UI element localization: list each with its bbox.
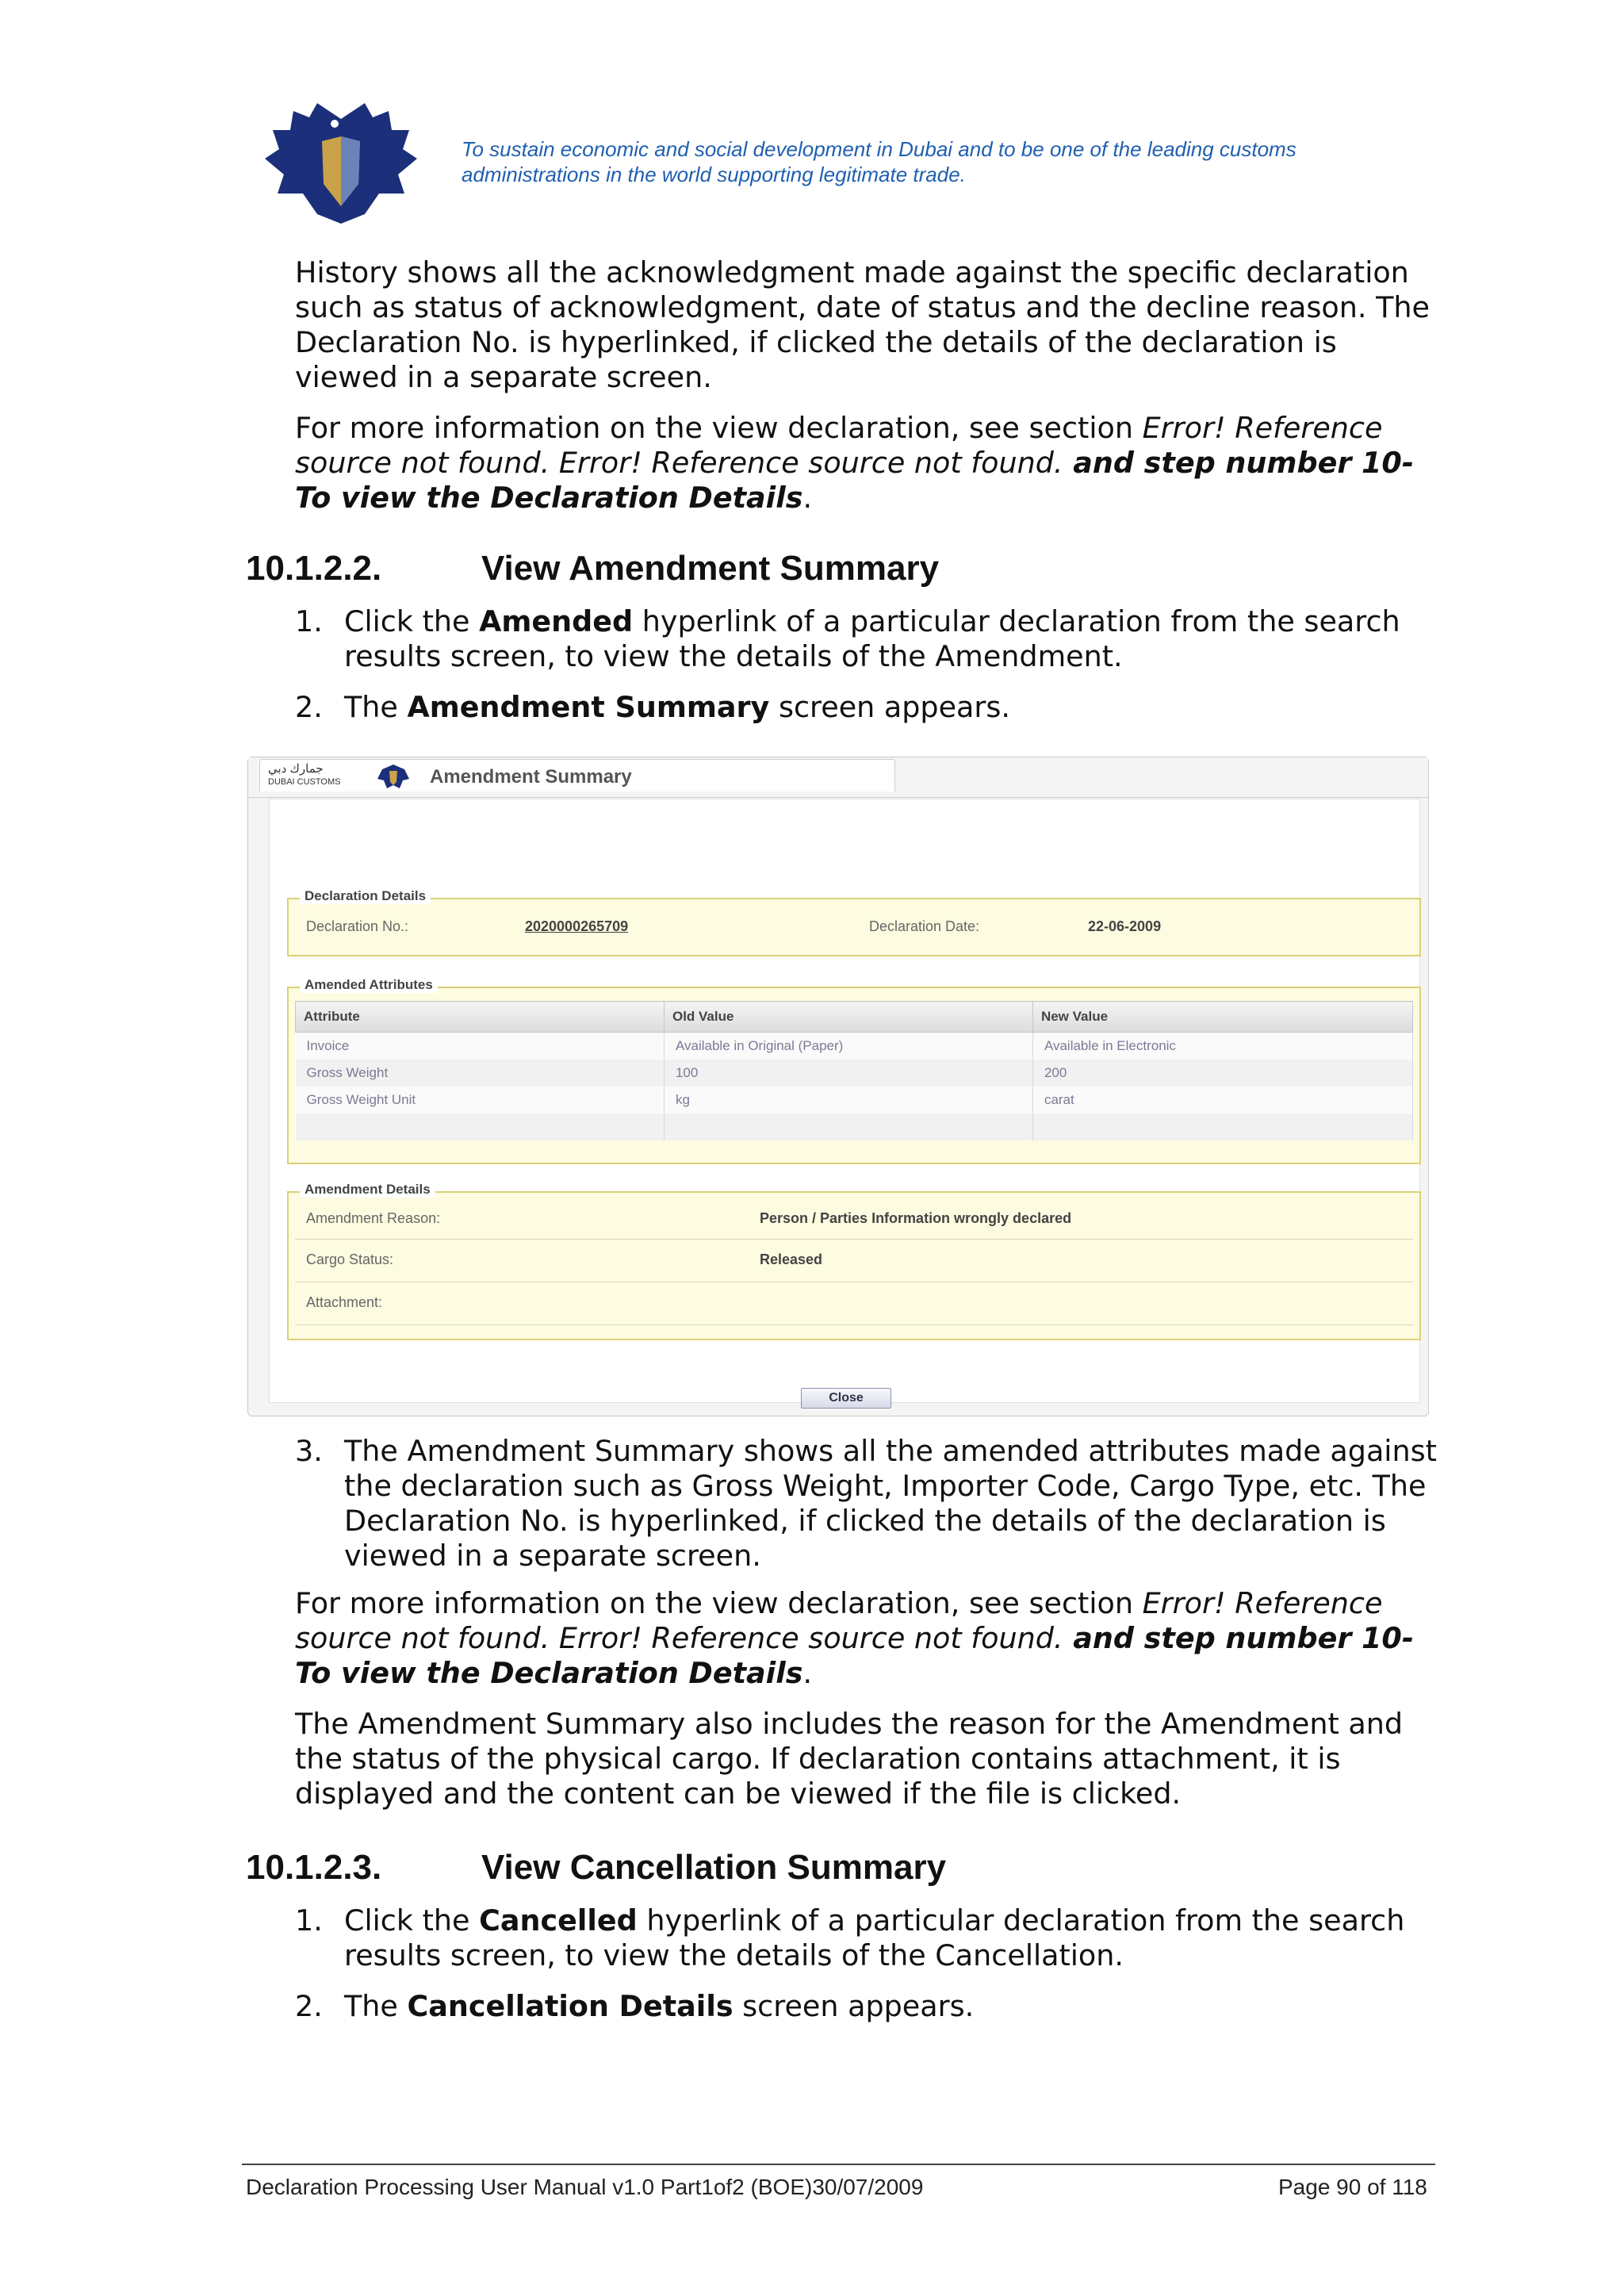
summary-paragraph: The Amendment Summary also includes the reason for the Amendment and the status of the physical cargo. If declaration contains attachment, it is displayed and the content can be viewed if the file is clicked. <box>295 1707 1404 1811</box>
step-bold: Amended <box>479 604 634 638</box>
tab-bar <box>248 757 1428 798</box>
attachment-row <box>295 1283 1413 1325</box>
step-bold: Cancelled <box>479 1903 638 1938</box>
intro-text <box>295 255 1437 516</box>
dialog-content <box>269 799 1420 1403</box>
close-button[interactable]: Close <box>801 1388 891 1409</box>
step-number: 3. <box>295 1434 323 1468</box>
step-text: The <box>344 690 408 724</box>
reference-error: Error! Reference source not found. Error! Reference source not found. <box>295 411 1383 480</box>
history-paragraph: History shows all the acknowledgment made against the specific declaration such as status of acknowledgment, date of status and the decline reason. The Declaration No. is hyperlinked, if clicked the details of the declaration is viewed in a separate screen. <box>295 255 1430 394</box>
list-item <box>295 1989 1445 2024</box>
declaration-no-link[interactable]: 2020000265709 <box>525 918 629 934</box>
reference-step: and step number 10-To view the Declaration Details <box>295 446 1414 515</box>
tab-title: Amendment Summary <box>430 766 632 788</box>
column-header[interactable]: Attribute <box>296 1002 665 1033</box>
step-text: screen appears. <box>733 1989 975 2023</box>
list-item <box>295 604 1445 674</box>
amendment-details-fieldset <box>287 1182 1421 1340</box>
step-text: screen appears. <box>769 690 1011 724</box>
attachment-label: Attachment: <box>306 1294 383 1310</box>
table-row <box>296 1087 1413 1114</box>
fieldset-legend: Declaration Details <box>300 888 431 904</box>
eagle-icon <box>376 761 411 790</box>
column-header[interactable]: New Value <box>1032 1002 1412 1033</box>
step-number: 1. <box>295 1903 323 1938</box>
after-text <box>295 1586 1437 1811</box>
amendment-step-3 <box>295 1434 1445 1573</box>
declaration-date-value: 22-06-2009 <box>1088 918 1162 934</box>
list-item <box>295 690 1445 725</box>
step-text: Click the <box>344 604 480 638</box>
dubai-customs-logo <box>262 95 420 230</box>
table-cell: 200 <box>1032 1060 1412 1087</box>
reference-paragraph <box>295 1586 1437 1691</box>
dubai-customs-brand <box>268 763 340 788</box>
fieldset-legend: Amendment Details <box>300 1182 435 1198</box>
table-cell: Available in Original (Paper) <box>664 1033 1032 1060</box>
amended-attributes-table <box>295 1001 1413 1140</box>
table-cell: Invoice <box>296 1033 665 1060</box>
reference-paragraph <box>295 411 1437 516</box>
brand-arabic: جمارك دبي <box>268 762 324 776</box>
step-text: hyperlink of a particular declaration from the search results screen, to view the details of the Amendment. <box>344 604 1400 673</box>
table-cell: kg <box>664 1087 1032 1114</box>
amendment-summary-screenshot <box>247 757 1429 1416</box>
table-cell: Available in Electronic <box>1032 1033 1412 1060</box>
cancellation-steps <box>295 1903 1445 2024</box>
table-row <box>296 1060 1413 1087</box>
step-bold: Cancellation Details <box>407 1989 733 2023</box>
amended-attributes-fieldset <box>287 977 1421 1164</box>
section-title: View Amendment Summary <box>481 549 940 588</box>
tab-amendment-summary[interactable] <box>259 759 895 792</box>
declaration-details-fieldset <box>287 888 1421 956</box>
step-text: The <box>344 1989 408 2023</box>
footer-document-title: Declaration Processing User Manual v1.0 Part1of2 (BOE)30/07/2009 <box>246 2175 924 2199</box>
table-cell: carat <box>1032 1087 1412 1114</box>
cargo-status-value: Released <box>760 1251 823 1267</box>
footer-divider <box>242 2164 1435 2165</box>
column-header[interactable]: Old Value <box>664 1002 1032 1033</box>
reference-period: . <box>802 481 813 515</box>
reference-error: Error! Reference source not found. Error! Reference source not found. <box>295 1586 1383 1655</box>
section-heading-cancellation <box>246 1848 947 1888</box>
reference-lead: For more information on the view declaration, see section <box>295 411 1143 445</box>
table-cell: Gross Weight <box>296 1060 665 1087</box>
section-title: View Cancellation Summary <box>481 1848 947 1887</box>
amendment-steps <box>295 604 1445 725</box>
step-bold: Amendment Summary <box>407 690 770 724</box>
cargo-row <box>295 1240 1413 1282</box>
reason-row <box>295 1198 1413 1240</box>
table-row <box>296 1033 1413 1060</box>
amendment-reason-value: Person / Parties Information wrongly declared <box>760 1210 1072 1226</box>
brand-english: DUBAI CUSTOMS <box>268 777 341 787</box>
reference-period: . <box>802 1656 813 1690</box>
step-number: 2. <box>295 1989 323 2023</box>
footer-page-number: Page 90 of 118 <box>1278 2175 1427 2199</box>
step-text: hyperlink of a particular declaration from the search results screen, to view the details of the Cancellation. <box>344 1903 1405 1972</box>
fieldset-legend: Amended Attributes <box>300 977 438 993</box>
table-cell: Gross Weight Unit <box>296 1087 665 1114</box>
list-item <box>295 1903 1445 1973</box>
step-number: 2. <box>295 690 323 724</box>
declaration-date-label: Declaration Date: <box>869 918 980 934</box>
section-number: 10.1.2.3. <box>246 1848 382 1887</box>
amendment-reason-label: Amendment Reason: <box>306 1210 441 1226</box>
header-tagline: To sustain economic and social development in Dubai and to be one of the leading customs administrations in the world supporting legitimate trade. <box>462 137 1297 186</box>
step-text: The Amendment Summary shows all the amended attributes made against the declaration such as Gross Weight, Importer Code, Cargo Type, etc. The Declaration No. is hyperlinked, if clicked the details of the declaration is viewed in a separate screen. <box>344 1434 1437 1573</box>
declaration-no-label: Declaration No.: <box>306 918 409 934</box>
section-heading-amendment <box>246 549 940 588</box>
cargo-status-label: Cargo Status: <box>306 1251 394 1267</box>
table-cell: 100 <box>664 1060 1032 1087</box>
table-row-empty <box>296 1114 1413 1140</box>
step-text: Click the <box>344 1903 480 1938</box>
reference-lead: For more information on the view declaration, see section <box>295 1586 1143 1620</box>
list-item <box>295 1434 1445 1573</box>
step-number: 1. <box>295 604 323 638</box>
section-number: 10.1.2.2. <box>246 549 382 588</box>
reference-step: and step number 10-To view the Declaration Details <box>295 1621 1414 1690</box>
